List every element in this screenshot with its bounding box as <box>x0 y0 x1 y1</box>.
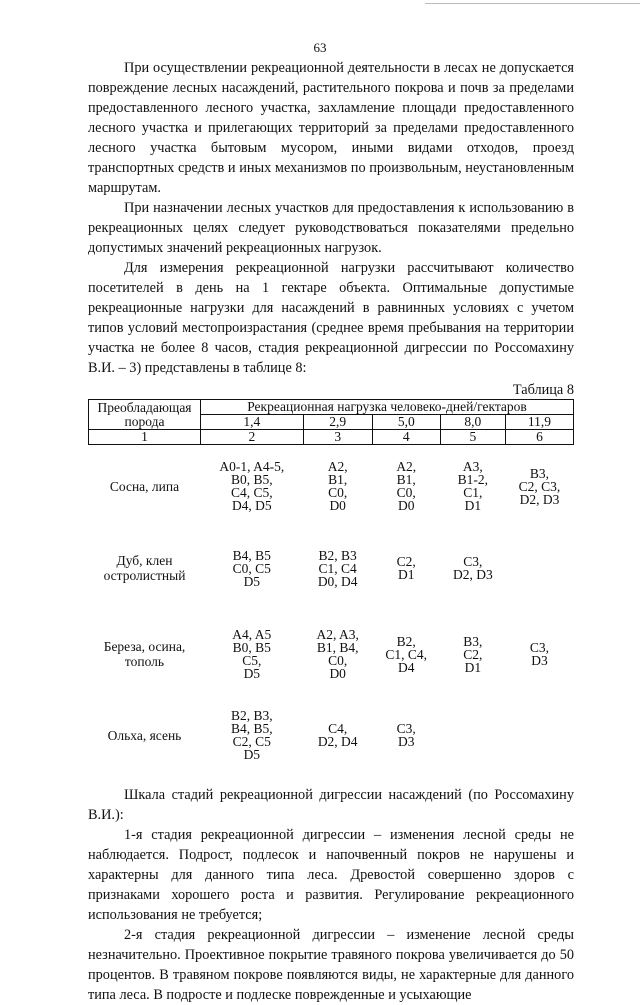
forest-type-cell: B2, C1, C4, D4 <box>385 633 428 675</box>
column-number: 2 <box>201 430 304 445</box>
forest-type-cell <box>505 699 573 771</box>
species-cell: Береза, осина, тополь <box>103 639 186 669</box>
forest-type-cell: A2, B1, C0, D0 <box>396 459 417 513</box>
recreation-load-table <box>88 399 574 771</box>
forest-type-cell: A2, A3, B1, B4, C0, D0 <box>316 627 359 681</box>
table-row <box>89 445 574 528</box>
load-value: 8,0 <box>440 415 505 430</box>
forest-type-cell: B2, B3, B4, B5, C2, C5 D5 <box>230 708 273 762</box>
paragraph-4: Шкала стадий рекреационной дигрессии насаждений (по Россомахину В.И.): <box>88 787 574 823</box>
table-row <box>89 699 574 771</box>
forest-type-cell: B3, C2, C3, D2, D3 <box>518 465 561 507</box>
column-number: 6 <box>505 430 573 445</box>
column-number: 4 <box>372 430 440 445</box>
table-caption: Таблица 8 <box>512 382 574 398</box>
forest-type-cell: B3, C2, D1 <box>463 633 483 675</box>
forest-type-cell: A4, A5 B0, B5 C5, D5 <box>232 627 272 681</box>
table-row <box>89 527 574 609</box>
table-row <box>89 609 574 699</box>
column-number: 5 <box>440 430 505 445</box>
forest-type-cell: B4, B5 C0, C5 D5 <box>232 547 271 589</box>
forest-type-cell: C3, D3 <box>529 640 550 668</box>
forest-type-cell: C2, D1 <box>396 554 416 582</box>
species-cell: Ольха, ясень <box>107 727 182 743</box>
spacer <box>88 771 574 785</box>
forest-type-cell: A2, B1, C0, D0 <box>327 459 348 513</box>
load-value: 2,9 <box>303 415 372 430</box>
paragraph-2: При назначении лесных участков для предоставления к использованию в рекреационных целях следует руководствоваться показателями предельно допустимых значений рекреационных нагрузок. <box>88 200 574 256</box>
forest-type-cell: A0-1, A4-5, B0, B5, C4, C5, D4, D5 <box>219 459 285 513</box>
paragraph-6: 2-я стадия рекреационной дигрессии – изменение лесной среды незначительно. Проективное покрытие травяного покрова увеличивается до 50 процентов. В травяном покрове появляются виды, не характерные для данного типа леса. В подросте и подлеске поврежденные и усыхающие <box>88 927 574 1003</box>
paragraph-1: При осуществлении рекреационной деятельности в лесах не допускается повреждение лесных насаждений, растительного покрова и почв за пределами предоставленного лесного участка, захламление площади предоставленного лесного участка и прилегающих территорий за пределами предоставленного лесного участка бытовым мусором, иными видами отходов, проезд транспортных средств и иных механизмов по произвольным, неустановленным маршрутам. <box>88 60 574 196</box>
forest-type-cell <box>440 699 505 771</box>
header-species: Преобладающая порода <box>89 400 201 430</box>
load-value: 1,4 <box>201 415 304 430</box>
header-load: Рекреационная нагрузка человеко-дней/гектаров <box>201 400 574 415</box>
forest-type-cell: B2, B3 C1, C4 D0, D4 <box>317 547 358 589</box>
species-cell: Дуб, клен остролистный <box>103 553 186 583</box>
forest-type-cell: C3, D3 <box>396 721 416 749</box>
header-rule <box>425 3 640 4</box>
page-number: 63 <box>313 40 327 55</box>
column-number: 3 <box>303 430 372 445</box>
forest-type-cell <box>505 527 573 609</box>
forest-type-cell: C4, D2, D4 <box>317 721 358 749</box>
forest-type-cell: C3, D2, D3 <box>452 554 493 582</box>
forest-type-cell: A3, B1-2, C1, D1 <box>457 459 489 513</box>
species-cell: Сосна, липа <box>109 478 180 494</box>
column-number: 1 <box>89 430 201 445</box>
load-value: 11,9 <box>505 415 573 430</box>
load-value: 5,0 <box>372 415 440 430</box>
paragraph-3: Для измерения рекреационной нагрузки рассчитывают количество посетителей в день на 1 гектаре объекта. Оптимальные допустимые рекреационные нагрузки для насаждений в равнинных условиях с учетом типов условий местопроизрастания (среднее время пребывания на территории участка не более 8 часов, стадия рекреационной дигрессии по Россомахину В.И. – 3) представлены в таблице 8: <box>88 260 574 376</box>
page-content <box>88 58 574 1005</box>
paragraph-5: 1-я стадия рекреационной дигрессии – изменения лесной среды не наблюдается. Подрост, подлесок и напочвенный покров не нарушены и характерны для данного типа леса. Древостой совершенно здоров с признаками хорошего роста и развития. Регулирование рекреационного использования не требуется; <box>88 827 574 923</box>
